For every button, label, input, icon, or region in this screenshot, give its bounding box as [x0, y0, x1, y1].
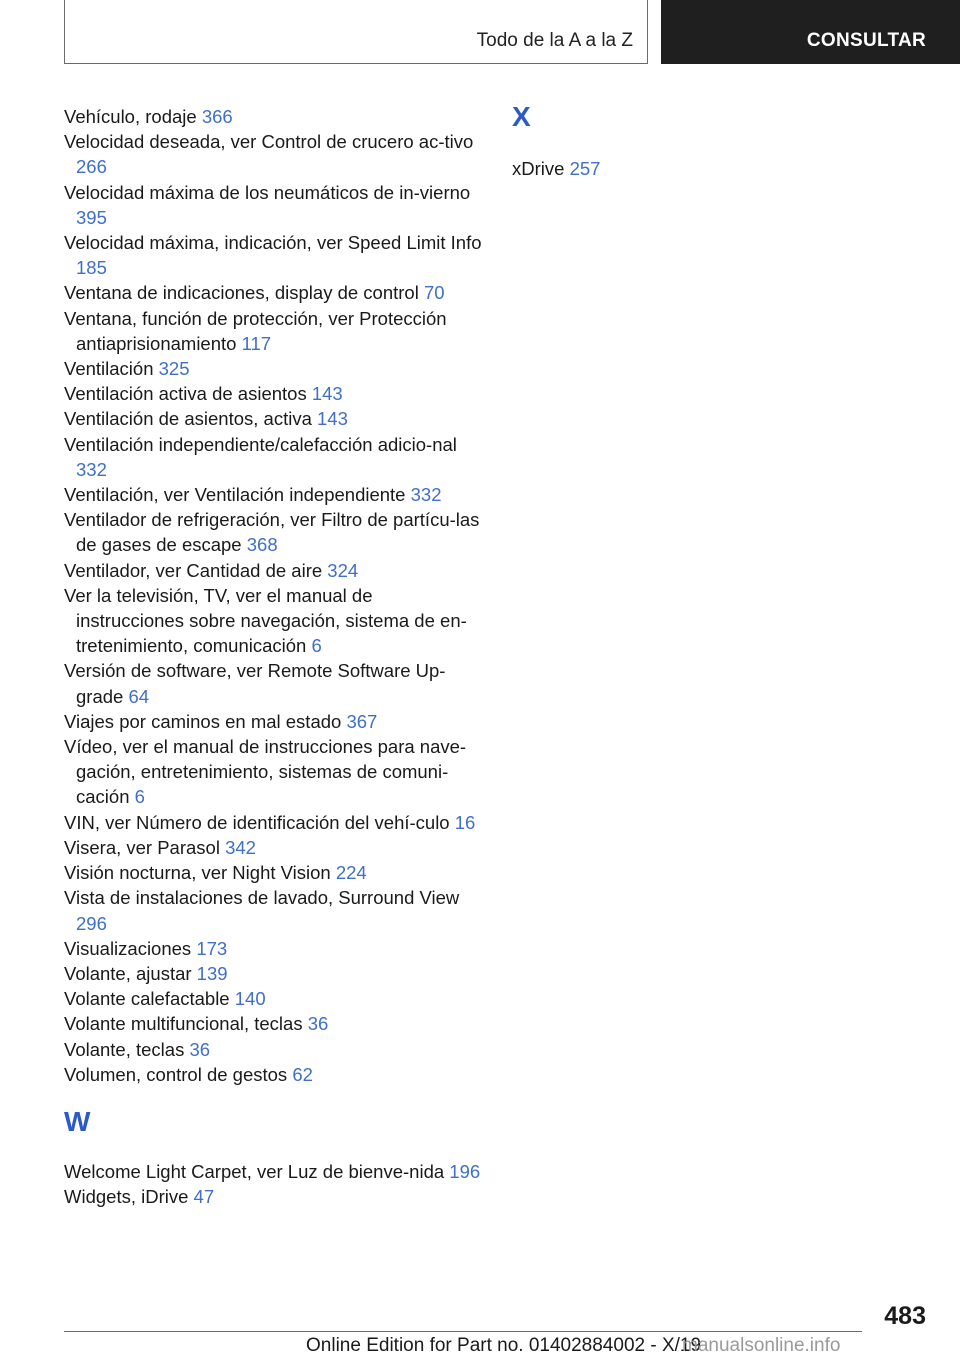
page-reference-link[interactable]: 140	[234, 988, 266, 1010]
page-reference-link[interactable]: 6	[134, 786, 145, 808]
page-reference-link[interactable]: 324	[327, 559, 359, 581]
index-entry	[64, 986, 484, 1011]
page-number: 483	[884, 1302, 926, 1330]
index-entry	[64, 734, 484, 810]
index-entry-text: Volumen, control de gestos	[64, 1063, 288, 1085]
index-entry-text: Ventilador de refrigeración, ver Filtro de partícu-las de gases de escape	[64, 509, 480, 556]
index-entry-text: Ventilador, ver Cantidad de aire	[64, 559, 323, 581]
index-entry-text: Welcome Light Carpet, ver Luz de bienve-nida	[64, 1160, 445, 1182]
index-entry	[64, 810, 484, 835]
page-reference-link[interactable]: 36	[307, 1013, 329, 1035]
page-reference-link[interactable]: 224	[335, 862, 367, 884]
page-reference-link[interactable]: 342	[225, 836, 256, 858]
index-entry	[64, 583, 484, 659]
index-entry	[64, 129, 484, 179]
index-entry	[64, 482, 484, 507]
index-letter-x: X	[512, 101, 531, 132]
index-entry	[64, 835, 484, 860]
page-reference-link[interactable]: 196	[449, 1160, 481, 1182]
index-entry-text: Volante, teclas	[64, 1038, 185, 1060]
index-entry	[64, 1159, 484, 1184]
page-reference-link[interactable]: 64	[128, 685, 150, 707]
index-entry-text: Volante, ajustar	[64, 962, 192, 984]
index-entry-text: VIN, ver Número de identificación del vehí-culo	[64, 811, 450, 833]
page-reference-link[interactable]: 367	[346, 710, 378, 732]
index-entry	[64, 507, 484, 557]
chapter-title: Todo de la A a la Z	[476, 30, 633, 51]
footer-edition: Online Edition for Part no. 01402884002 - X/19	[306, 1335, 702, 1356]
index-entry-text: Visera, ver Parasol	[64, 836, 220, 858]
index-entry-text: Vista de instalaciones de lavado, Surround View	[64, 887, 460, 909]
page-reference-link[interactable]: 185	[76, 257, 107, 279]
index-entry	[64, 1184, 484, 1209]
page-reference-link[interactable]: 117	[241, 332, 272, 354]
index-entry	[64, 230, 484, 280]
index-entry-text: xDrive	[512, 158, 565, 179]
index-entry-text: Ventilación, ver Ventilación independiente	[64, 484, 406, 506]
index-entry	[64, 104, 484, 129]
section-tab	[661, 0, 960, 64]
index-entry-text: Velocidad máxima, indicación, ver Speed Limit Info	[64, 232, 482, 254]
index-list-v	[64, 104, 484, 1087]
page-reference-link[interactable]: 62	[292, 1063, 313, 1085]
index-column-right	[512, 100, 912, 181]
index-entry	[64, 936, 484, 961]
index-entry	[64, 1062, 484, 1087]
index-entry-text: Ventilación activa de asientos	[64, 383, 307, 405]
index-entry	[64, 406, 484, 431]
page-reference-link[interactable]: 366	[201, 106, 233, 127]
index-entry	[64, 961, 484, 986]
page-reference-link[interactable]: 36	[189, 1038, 211, 1060]
index-entry	[64, 356, 484, 381]
page-reference-link[interactable]: 325	[158, 358, 190, 380]
page-reference-link[interactable]: 395	[76, 206, 107, 228]
page-reference-link[interactable]: 139	[196, 962, 228, 984]
index-entry-text: Velocidad deseada, ver Control de crucero ac-tivo	[64, 131, 474, 153]
footer-divider	[64, 1331, 862, 1332]
index-list-x	[512, 156, 912, 181]
index-entry	[64, 280, 484, 305]
index-entry-text: Ventilación	[64, 358, 154, 380]
index-entry	[64, 306, 484, 356]
index-column-left	[64, 104, 484, 1209]
page-reference-link[interactable]: 143	[317, 408, 348, 430]
index-entry-text: Visualizaciones	[64, 937, 192, 959]
footer-watermark: manualsonline.info	[682, 1335, 841, 1356]
index-entry	[64, 1037, 484, 1062]
index-entry-text: Vehículo, rodaje	[64, 106, 197, 127]
index-entry	[64, 1011, 484, 1036]
index-entry	[64, 432, 484, 482]
page-reference-link[interactable]: 332	[76, 458, 107, 480]
page-reference-link[interactable]: 296	[76, 912, 107, 934]
page-reference-link[interactable]: 16	[454, 811, 476, 833]
page-reference-link[interactable]: 70	[423, 282, 445, 304]
index-entry-text: Versión de software, ver Remote Software Up-grade	[64, 660, 446, 707]
index-entry	[64, 381, 484, 406]
index-entry	[64, 658, 484, 708]
index-entry	[64, 709, 484, 734]
index-entry	[64, 180, 484, 230]
index-entry-text: Velocidad máxima de los neumáticos de in-vierno	[64, 181, 471, 203]
index-entry-text: Volante multifuncional, teclas	[64, 1013, 303, 1035]
page-reference-link[interactable]: 143	[311, 383, 343, 405]
index-letter-w: W	[64, 1105, 91, 1137]
page-reference-link[interactable]: 368	[246, 534, 278, 556]
index-list-w	[64, 1159, 484, 1209]
page-reference-link[interactable]: 257	[569, 158, 601, 179]
index-entry-text: Vídeo, ver el manual de instrucciones para nave-gación, entretenimiento, sistemas de comuni-cación	[64, 736, 467, 808]
section-label: CONSULTAR	[806, 30, 926, 51]
index-entry-text: Volante calefactable	[64, 988, 230, 1010]
index-entry-text: Ventana, función de protección, ver Protección antiaprisionamiento	[64, 307, 447, 354]
index-entry	[512, 156, 912, 181]
index-entry-text: Visión nocturna, ver Night Vision	[64, 862, 331, 884]
index-entry-text: Ver la televisión, TV, ver el manual de instrucciones sobre navegación, sistema de en-tretenimiento, comunicación	[64, 584, 467, 657]
page-reference-link[interactable]: 173	[196, 937, 228, 959]
index-entry-text: Viajes por caminos en mal estado	[64, 710, 342, 732]
index-entry	[64, 885, 484, 935]
page-reference-link[interactable]: 266	[76, 156, 107, 178]
header-tab	[64, 0, 648, 64]
index-entry-text: Widgets, iDrive	[64, 1186, 189, 1208]
page-reference-link[interactable]: 332	[410, 484, 442, 506]
index-entry-text: Ventilación independiente/calefacción adicio-nal	[64, 433, 457, 455]
page-reference-link[interactable]: 6	[311, 635, 322, 657]
index-entry	[64, 558, 484, 583]
index-entry-text: Ventana de indicaciones, display de control	[64, 282, 419, 304]
index-entry-text: Ventilación de asientos, activa	[64, 408, 312, 430]
page-reference-link[interactable]: 47	[193, 1186, 215, 1208]
index-entry	[64, 860, 484, 885]
